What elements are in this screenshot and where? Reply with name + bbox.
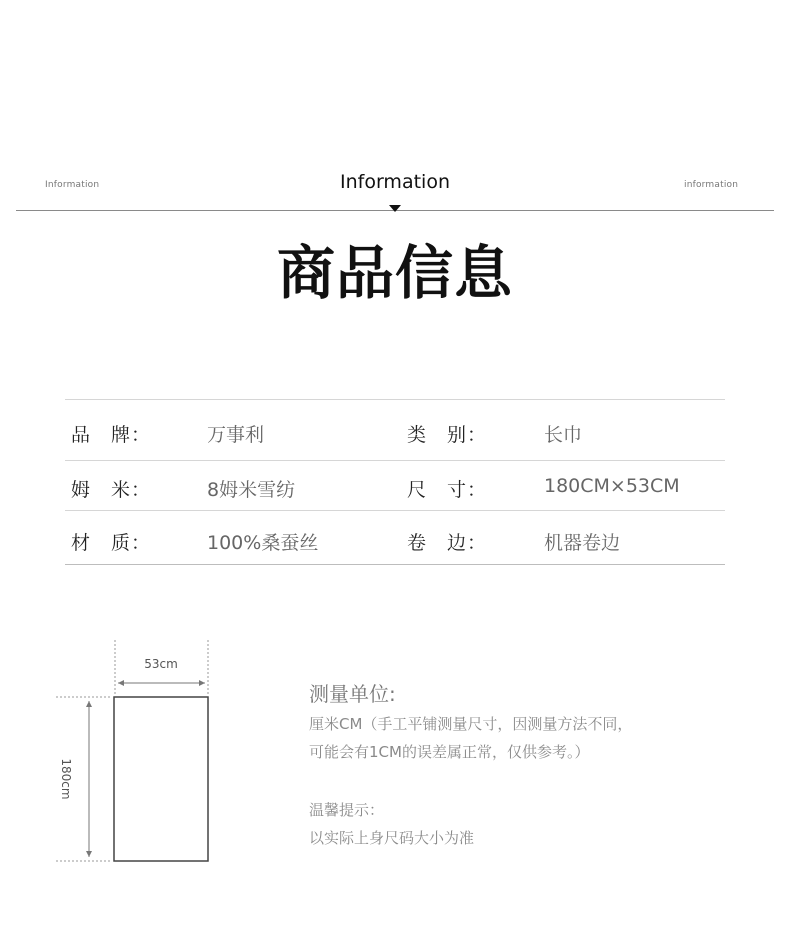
hem-value: 机器卷边 <box>544 532 621 554</box>
height-arrow-top-icon <box>86 701 92 707</box>
table-row <box>65 510 725 565</box>
width-label: 53cm <box>144 657 178 671</box>
material-label: 材 质： <box>71 532 152 554</box>
momme-label: 姆 米： <box>71 479 152 501</box>
header-left-caption: Information <box>45 180 100 190</box>
size-value: 180CM×53CM <box>544 475 680 497</box>
momme-value: 8姆米雪纺 <box>207 479 296 501</box>
tip-title: 温馨提示： <box>309 801 385 819</box>
measurement-notes <box>309 680 749 852</box>
brand-label: 品 牌： <box>71 424 152 446</box>
measurement-heading: 测量单位: <box>309 682 396 706</box>
brand-value: 万事利 <box>207 424 265 446</box>
category-value: 长巾 <box>544 424 583 446</box>
hem-label: 卷 边： <box>407 532 488 554</box>
table-row <box>65 460 725 510</box>
tip-text: 以实际上身尺码大小为准 <box>309 829 475 847</box>
down-arrow-icon <box>389 205 401 212</box>
page-title: 商品信息 <box>276 239 513 307</box>
material-value: 100%桑蚕丝 <box>207 532 319 554</box>
scarf-size-diagram <box>50 630 230 880</box>
height-arrow-bottom-icon <box>86 851 92 857</box>
height-label: 180cm <box>59 758 73 800</box>
header-right-caption: information <box>684 180 739 190</box>
category-label: 类 别： <box>407 424 488 446</box>
width-arrow-left-icon <box>118 680 124 686</box>
measurement-note-line-1: 厘米CM（手工平铺测量尺寸，因测量方法不同， <box>309 715 633 733</box>
width-arrow-right-icon <box>199 680 205 686</box>
scarf-outline <box>114 697 208 861</box>
table-row <box>65 399 725 460</box>
measurement-note-line-2: 可能会有1CM的误差属正常，仅供参考。） <box>309 743 590 761</box>
header-title: Information <box>340 171 450 193</box>
size-label: 尺 寸： <box>407 479 488 501</box>
product-info-table <box>65 399 725 565</box>
